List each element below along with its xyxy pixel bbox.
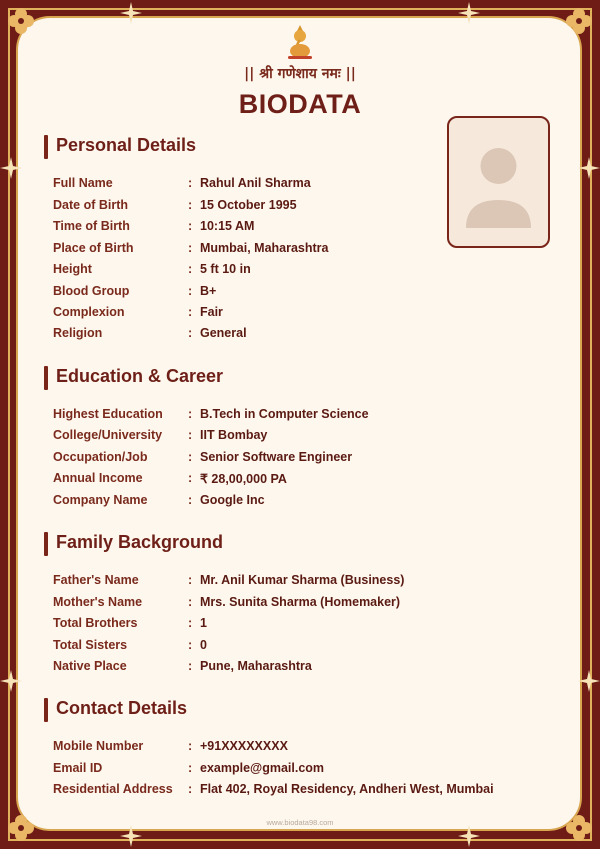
sparkle-icon: [0, 670, 22, 692]
field-label: Highest Education: [53, 407, 163, 421]
colon-separator: :: [188, 616, 193, 630]
field-value: 1: [200, 616, 207, 630]
field-label: Mother's Name: [53, 595, 143, 609]
colon-separator: :: [188, 219, 193, 233]
field-value: Google Inc: [200, 493, 265, 507]
section-title: Contact Details: [56, 698, 188, 718]
colon-separator: :: [188, 450, 193, 464]
sparkle-icon: [578, 670, 600, 692]
corner-flower-icon: [562, 811, 596, 845]
field-label: Native Place: [53, 659, 127, 673]
field-label: Father's Name: [53, 573, 139, 587]
detail-row: [53, 428, 533, 448]
detail-row: [53, 326, 533, 346]
field-label: Time of Birth: [53, 219, 130, 233]
colon-separator: :: [188, 659, 193, 673]
page-title: BIODATA: [238, 89, 362, 119]
field-value: IIT Bombay: [200, 428, 268, 442]
field-label: Date of Birth: [53, 198, 128, 212]
detail-row: [53, 284, 533, 304]
field-value: Mrs. Sunita Sharma (Homemaker): [200, 595, 401, 609]
field-label: Annual Income: [53, 471, 143, 485]
section-accent-bar: [44, 366, 48, 390]
field-label: Total Brothers: [53, 616, 138, 630]
field-value: Fair: [200, 305, 223, 319]
colon-separator: :: [188, 262, 193, 276]
field-label: Residential Address: [53, 782, 173, 796]
detail-row: [53, 262, 533, 282]
field-label: Mobile Number: [53, 739, 144, 753]
colon-separator: :: [188, 638, 193, 652]
colon-separator: :: [188, 176, 193, 190]
section-accent-bar: [44, 698, 48, 722]
sparkle-icon: [0, 157, 22, 179]
field-label: Company Name: [53, 493, 148, 507]
field-label: Full Name: [53, 176, 113, 190]
field-value: Mr. Anil Kumar Sharma (Business): [200, 573, 405, 587]
ganesha-icon: [285, 24, 315, 60]
field-value: B.Tech in Computer Science: [200, 407, 369, 421]
detail-row: [53, 573, 533, 593]
invocation-text: || श्री गणेशाय नमः ||: [244, 66, 356, 82]
detail-row: [53, 739, 533, 759]
field-label: Complexion: [53, 305, 125, 319]
colon-separator: :: [188, 198, 193, 212]
field-value: General: [200, 326, 247, 340]
sparkle-icon: [120, 825, 142, 847]
corner-flower-icon: [4, 811, 38, 845]
field-value: 0: [200, 638, 207, 652]
section-title: Family Background: [56, 532, 224, 552]
colon-separator: :: [188, 241, 193, 255]
field-label: Blood Group: [53, 284, 130, 298]
detail-row: [53, 638, 533, 658]
field-label: Religion: [53, 326, 103, 340]
field-label: Email ID: [53, 761, 103, 775]
detail-row: [53, 471, 533, 491]
field-label: Place of Birth: [53, 241, 134, 255]
field-label: Height: [53, 262, 92, 276]
colon-separator: :: [188, 782, 193, 796]
colon-separator: :: [188, 284, 193, 298]
colon-separator: :: [188, 739, 193, 753]
detail-row: [53, 198, 533, 218]
field-value: ₹ 28,00,000 PA: [200, 472, 287, 486]
colon-separator: :: [188, 595, 193, 609]
detail-row: [53, 659, 533, 679]
colon-separator: :: [188, 761, 193, 775]
detail-row: [53, 493, 533, 513]
field-value: 15 October 1995: [200, 198, 297, 212]
sparkle-icon: [578, 157, 600, 179]
section-accent-bar: [44, 532, 48, 556]
section-title: Education & Career: [56, 366, 224, 386]
detail-row: [53, 761, 533, 781]
colon-separator: :: [188, 326, 193, 340]
corner-flower-icon: [4, 4, 38, 38]
sparkle-icon: [120, 2, 142, 24]
footer-watermark: www.biodata98.com: [266, 818, 334, 827]
section-accent-bar: [44, 135, 48, 159]
colon-separator: :: [188, 471, 193, 485]
colon-separator: :: [188, 305, 193, 319]
sparkle-icon: [458, 825, 480, 847]
field-value: Senior Software Engineer: [200, 450, 353, 464]
detail-row: [53, 616, 533, 636]
field-value: B+: [200, 284, 217, 298]
detail-row: [53, 595, 533, 615]
section-title: Personal Details: [56, 135, 197, 155]
field-value: Flat 402, Royal Residency, Andheri West, Mumbai: [200, 782, 494, 796]
field-value: Pune, Maharashtra: [200, 659, 312, 673]
field-label: Occupation/Job: [53, 450, 148, 464]
colon-separator: :: [188, 407, 193, 421]
corner-flower-icon: [562, 4, 596, 38]
field-value: +91XXXXXXXX: [200, 739, 288, 753]
detail-row: [53, 782, 533, 802]
field-label: Total Sisters: [53, 638, 128, 652]
detail-row: [53, 219, 533, 239]
sparkle-icon: [458, 2, 480, 24]
colon-separator: :: [188, 493, 193, 507]
detail-row: [53, 407, 533, 427]
detail-row: [53, 305, 533, 325]
detail-row: [53, 450, 533, 470]
detail-row: [53, 241, 533, 261]
field-value: 10:15 AM: [200, 219, 255, 233]
field-value: 5 ft 10 in: [200, 262, 251, 276]
colon-separator: :: [188, 573, 193, 587]
field-value: Mumbai, Maharashtra: [200, 241, 329, 255]
field-value: example@gmail.com: [200, 761, 325, 775]
colon-separator: :: [188, 428, 193, 442]
detail-row: [53, 176, 533, 196]
field-value: Rahul Anil Sharma: [200, 176, 311, 190]
field-label: College/University: [53, 428, 163, 442]
